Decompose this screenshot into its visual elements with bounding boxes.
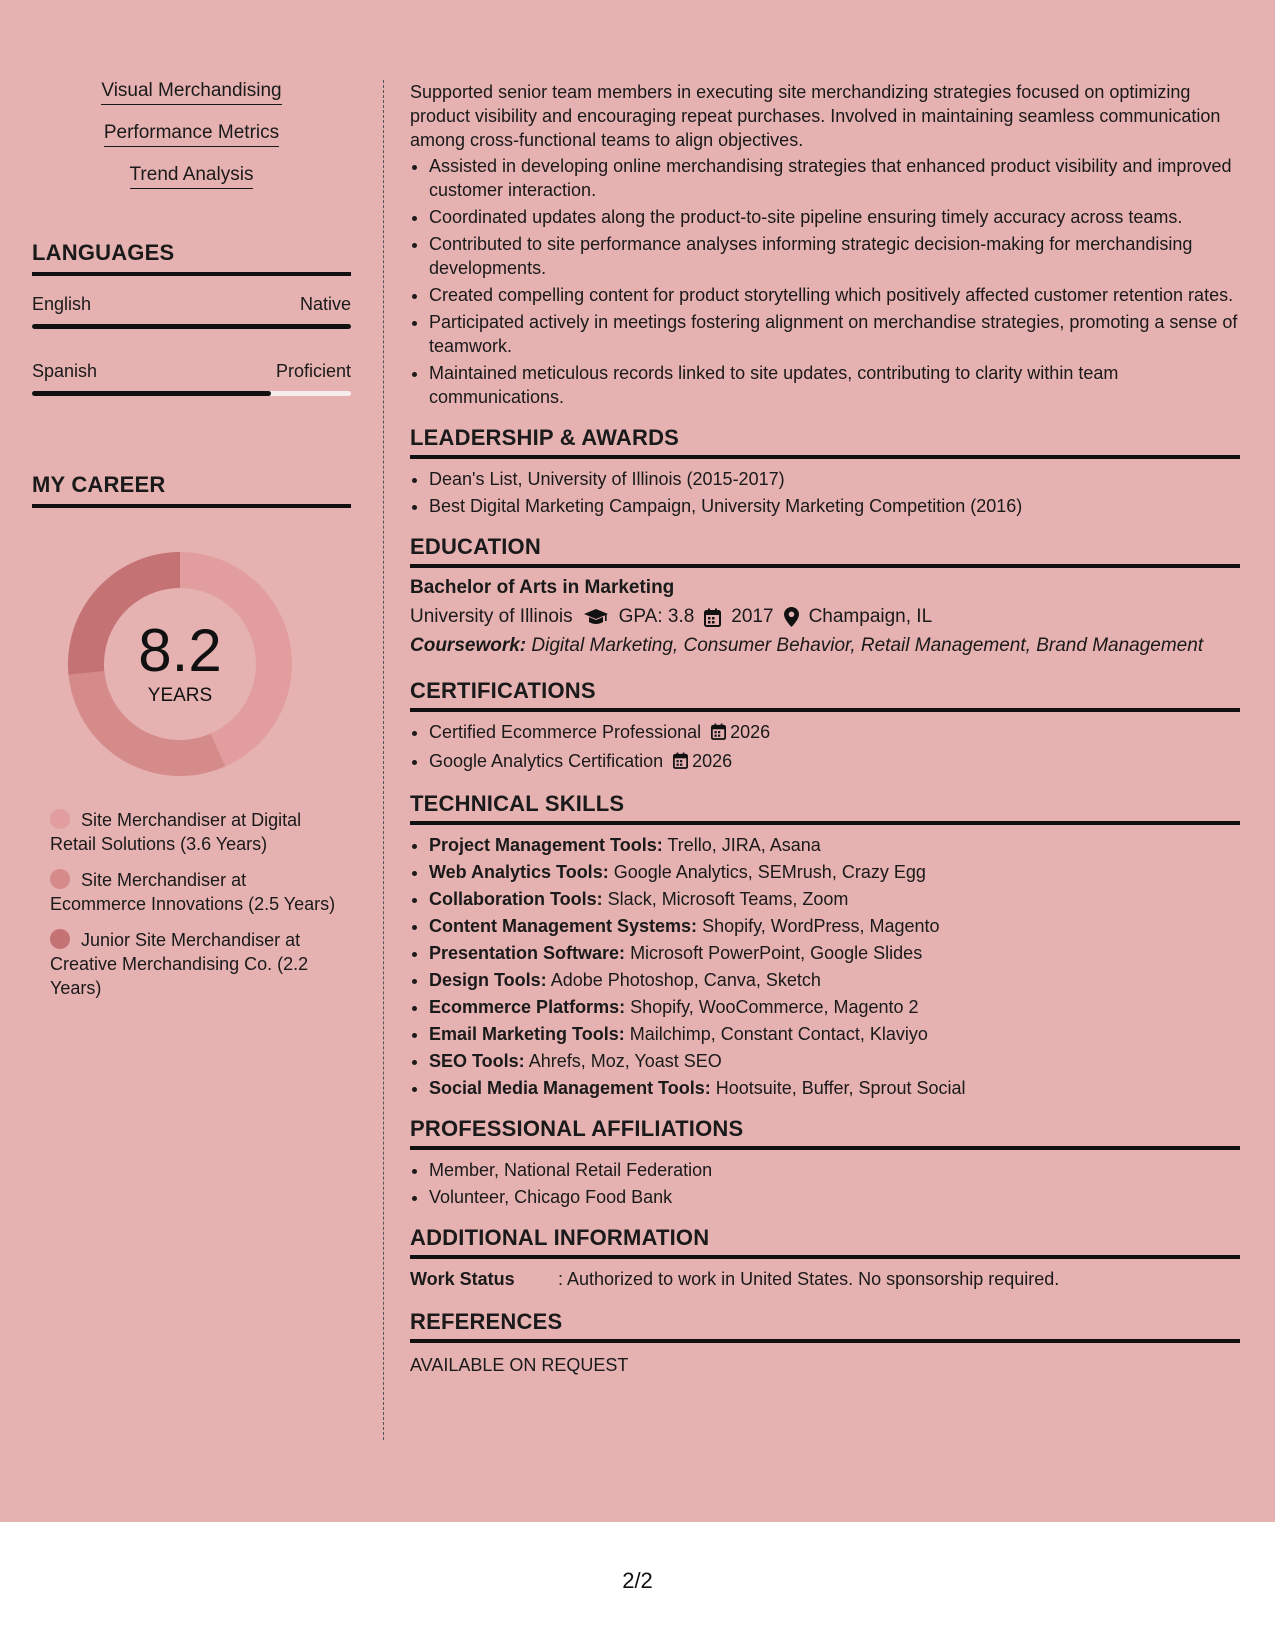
language-row: [32, 293, 351, 315]
school-location: Champaign, IL: [808, 606, 933, 627]
skill-item: Performance Metrics: [104, 122, 279, 147]
education-heading: EDUCATION: [410, 534, 1240, 568]
languages-section: [32, 240, 351, 396]
language-row: [32, 360, 351, 382]
career-legend: [50, 808, 340, 1000]
list-item: • Volunteer, Chicago Food Bank: [429, 1185, 1240, 1209]
certifications-heading: CERTIFICATIONS: [410, 678, 1240, 712]
references-text: AVAILABLE ON REQUEST: [410, 1355, 629, 1375]
experience-bullets: [410, 154, 1240, 409]
affiliations-section: [410, 1116, 1240, 1209]
career-donut-chart: [66, 550, 294, 778]
language-level: Proficient: [275, 361, 351, 381]
additional-info-section: [410, 1225, 1240, 1291]
skill-values: Ahrefs, Moz, Yoast SEO: [528, 1051, 722, 1071]
skill-category: Collaboration Tools:: [429, 889, 603, 909]
page-number: 2/2: [622, 1568, 653, 1593]
languages-heading: LANGUAGES: [32, 240, 351, 276]
language-bar: [32, 391, 351, 396]
leadership-list: [410, 467, 1240, 518]
list-item: [429, 720, 1240, 746]
affiliations-list: [410, 1158, 1240, 1209]
location-pin-icon: [784, 607, 799, 627]
sidebar: [32, 80, 351, 1012]
skill-values: Google Analytics, SEMrush, Crazy Egg: [613, 862, 926, 882]
skill-values: Adobe Photoshop, Canva, Sketch: [550, 970, 821, 990]
additional-heading: ADDITIONAL INFORMATION: [410, 1225, 1240, 1259]
list-item: [429, 1022, 1240, 1046]
experience-section: [410, 80, 1240, 409]
calendar-icon: [711, 722, 726, 746]
graduation-year: 2017: [731, 606, 774, 627]
references-heading: REFERENCES: [410, 1309, 1240, 1343]
career-total: 8.2: [138, 617, 222, 684]
gpa: GPA: 3.8: [618, 606, 695, 627]
cert-name: Google Analytics Certification: [429, 751, 664, 771]
language-bar-fill: [32, 324, 351, 329]
skill-category: Social Media Management Tools:: [429, 1078, 711, 1098]
skill-category: Design Tools:: [429, 970, 547, 990]
technical-list: [410, 833, 1240, 1100]
list-item: [429, 749, 1240, 775]
education-details: [410, 604, 1240, 630]
list-item: [429, 833, 1240, 857]
language-name: Spanish: [32, 361, 98, 381]
skill-category: Email Marketing Tools:: [429, 1024, 625, 1044]
list-item: • Assisted in developing online merchandising strategies that enhanced product visibility and improved customer interaction.: [429, 154, 1240, 202]
list-item: [429, 995, 1240, 1019]
legend-item: [50, 868, 340, 916]
skill-category: Web Analytics Tools:: [429, 862, 609, 882]
list-item: [429, 968, 1240, 992]
list-item: • Participated actively in meetings fostering alignment on merchandise strategies, promoting a sense of teamwork.: [429, 310, 1240, 358]
skill-values: Microsoft PowerPoint, Google Slides: [630, 943, 923, 963]
skill-values: Shopify, WooCommerce, Magento 2: [630, 997, 919, 1017]
main-content: [410, 80, 1240, 1377]
skill-category: Ecommerce Platforms:: [429, 997, 626, 1017]
list-item: [429, 887, 1240, 911]
list-item: [429, 941, 1240, 965]
skill-values: Mailchimp, Constant Contact, Klaviyo: [629, 1024, 928, 1044]
language-bar-fill: [32, 391, 271, 396]
legend-label: Site Merchandiser at Digital Retail Solutions (3.6 Years): [50, 810, 302, 854]
legend-item: [50, 928, 340, 1000]
column-divider: [383, 80, 384, 1440]
skill-category: Content Management Systems:: [429, 916, 698, 936]
work-status-label: Work Status: [410, 1269, 515, 1289]
list-item: [429, 914, 1240, 938]
legend-dot: [50, 809, 70, 829]
skill-values: Hootsuite, Buffer, Sprout Social: [715, 1078, 966, 1098]
legend-dot: [50, 929, 70, 949]
certifications-section: [410, 678, 1240, 775]
graduation-cap-icon: [583, 608, 609, 626]
list-item: • Member, National Retail Federation: [429, 1158, 1240, 1182]
skill-values: Slack, Microsoft Teams, Zoom: [607, 889, 849, 909]
language-level: Native: [299, 294, 351, 314]
skill-values: Shopify, WordPress, Magento: [702, 916, 940, 936]
donut-center: [66, 550, 294, 778]
legend-label: Site Merchandiser at Ecommerce Innovations (2.5 Years): [50, 870, 336, 914]
skill-category: SEO Tools:: [429, 1051, 525, 1071]
coursework-list: Digital Marketing, Consumer Behavior, Retail Management, Brand Management: [531, 635, 1204, 656]
education-section: [410, 534, 1240, 658]
list-item: [429, 1049, 1240, 1073]
list-item: [429, 860, 1240, 884]
technical-skills-section: [410, 791, 1240, 1100]
skill-category: Project Management Tools:: [429, 835, 663, 855]
references-section: [410, 1309, 1240, 1377]
list-item: • Created compelling content for product storytelling which positively affected customer retention rates.: [429, 283, 1240, 307]
career-heading: MY CAREER: [32, 472, 351, 508]
degree-title: Bachelor of Arts in Marketing: [410, 577, 675, 598]
skill-values: Trello, JIRA, Asana: [667, 835, 821, 855]
skill-item: Visual Merchandising: [101, 80, 281, 105]
leadership-heading: LEADERSHIP & AWARDS: [410, 425, 1240, 459]
list-item: • Coordinated updates along the product-to-site pipeline ensuring timely accuracy across teams.: [429, 205, 1240, 229]
cert-year: 2026: [730, 722, 771, 742]
calendar-icon: [704, 608, 721, 627]
work-status-value: : Authorized to work in United States. No sponsorship required.: [558, 1269, 1060, 1289]
language-bar: [32, 324, 351, 329]
skill-item: Trend Analysis: [130, 164, 254, 189]
list-item: • Dean's List, University of Illinois (2015-2017): [429, 467, 1240, 491]
work-status-row: [410, 1267, 1240, 1291]
technical-heading: TECHNICAL SKILLS: [410, 791, 1240, 825]
experience-intro: Supported senior team members in executing site merchandizing strategies focused on optimizing product visibility and encouraging repeat purchases. Involved in maintaining seamless communication among cross-functional teams to align objectives.: [410, 82, 1221, 150]
coursework-label: Coursework:: [410, 635, 527, 656]
affiliations-heading: PROFESSIONAL AFFILIATIONS: [410, 1116, 1240, 1150]
cert-name: Certified Ecommerce Professional: [429, 722, 702, 742]
list-item: [429, 1076, 1240, 1100]
legend-label: Junior Site Merchandiser at Creative Merchandising Co. (2.2 Years): [50, 930, 309, 998]
language-name: English: [32, 294, 92, 314]
skill-category: Presentation Software:: [429, 943, 626, 963]
career-unit: YEARS: [147, 685, 213, 706]
legend-dot: [50, 869, 70, 889]
list-item: • Best Digital Marketing Campaign, University Marketing Competition (2016): [429, 494, 1240, 518]
leadership-section: [410, 425, 1240, 518]
certifications-list: [410, 720, 1240, 775]
career-section: [32, 472, 351, 1000]
skill-list: [32, 80, 351, 206]
list-item: • Contributed to site performance analyses informing strategic decision-making for merchandising developments.: [429, 232, 1240, 280]
list-item: • Maintained meticulous records linked to site updates, contributing to clarity within team communications.: [429, 361, 1240, 409]
calendar-icon: [673, 751, 688, 775]
legend-item: [50, 808, 340, 856]
cert-year: 2026: [692, 751, 733, 771]
school-name: University of Illinois: [410, 606, 573, 627]
coursework: [410, 634, 1240, 658]
